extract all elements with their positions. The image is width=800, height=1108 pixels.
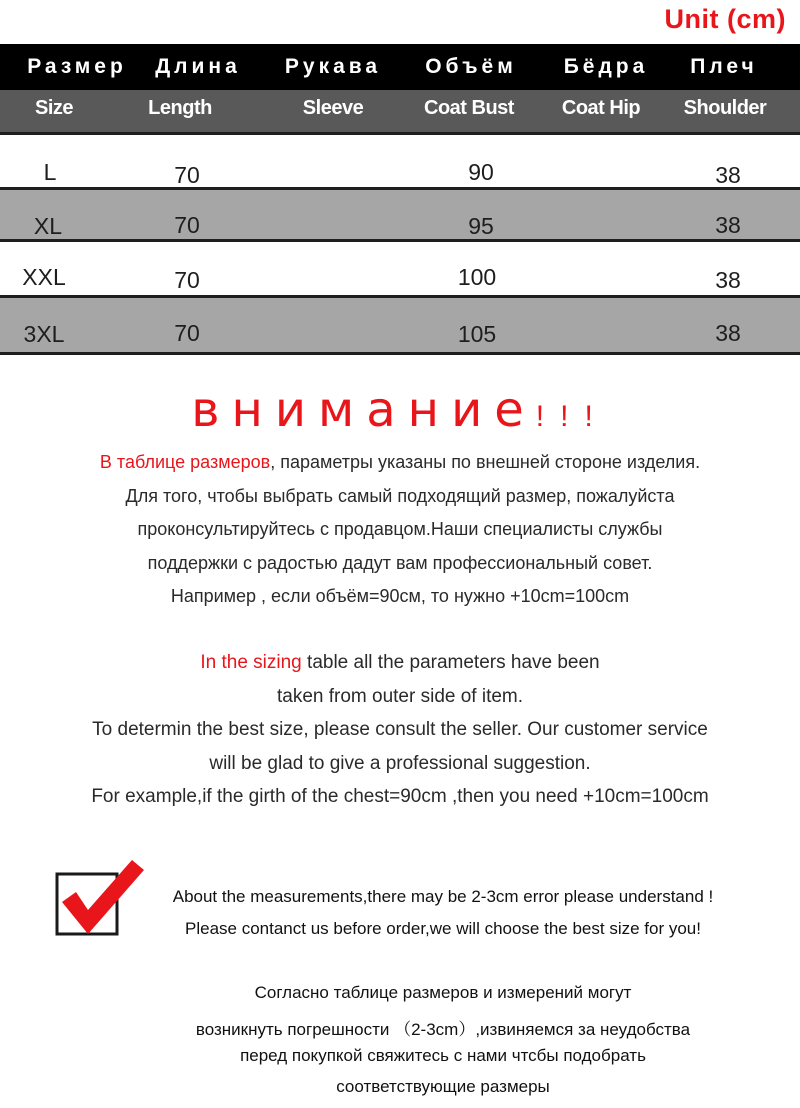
ru-notice-line: Для того, чтобы выбрать самый подходящий размер, пожалуйста xyxy=(125,486,675,506)
en-notice-line: will be glad to give a professional suggestion. xyxy=(209,753,591,774)
cell-shoulder: 38 xyxy=(715,320,741,346)
ru-error-note-line: перед покупкой свяжитесь с нами чтсбы подобрать xyxy=(240,1046,646,1065)
table-header-ru xyxy=(0,44,800,90)
cell-shoulder: 38 xyxy=(715,212,741,238)
header-ru-length: Длина xyxy=(155,55,241,78)
cell-bust: 105 xyxy=(457,321,497,347)
ru-error-note-line: Согласно таблице размеров и измерений могут xyxy=(254,983,632,1002)
attention-marks: !!! xyxy=(535,400,609,433)
en-notice-highlight: In the sizing xyxy=(200,652,302,673)
header-ru-size: Размер xyxy=(27,55,127,78)
cell-length: 70 xyxy=(174,320,200,346)
ru-error-note-line: возникнуть погрешности （2-3cm）,извиняемся за неудобства xyxy=(195,1020,691,1039)
cell-length: 70 xyxy=(174,267,200,293)
attention-word: внимание xyxy=(191,382,536,438)
en-notice-line: taken from outer side of item. xyxy=(276,686,524,707)
ru-notice-line: поддержки с радостью дадут вам профессиональный совет. xyxy=(147,553,653,573)
en-notice-text: table all the parameters have been xyxy=(301,652,600,673)
header-ru-hip: Бёдра xyxy=(563,55,649,78)
cell-size: 3XL xyxy=(23,321,65,347)
cell-size: XXL xyxy=(22,264,66,290)
cell-shoulder: 38 xyxy=(715,267,741,293)
table-row xyxy=(0,135,800,190)
table-row xyxy=(0,242,800,298)
header-en-length: Length xyxy=(148,97,212,119)
measure-note-line: Please contanct us before order,we will choose the best size for you! xyxy=(185,919,701,938)
cell-length: 70 xyxy=(174,162,200,188)
measure-note-line: About the measurements,there may be 2-3cm error please understand ! xyxy=(172,887,714,906)
table-row xyxy=(0,298,800,355)
en-notice-line: For example,if the girth of the chest=90cm ,then you need +10cm=100cm xyxy=(91,786,709,807)
attention-heading xyxy=(0,382,800,438)
en-notice-line xyxy=(0,652,800,674)
ru-notice-line: проконсультируйтесь с продавцом.Наши специалисты службы xyxy=(137,519,663,539)
header-en-bust: Coat Bust xyxy=(424,97,514,119)
cell-size: L xyxy=(43,159,57,185)
ru-notice-text: , параметры указаны по внешней стороне изделия. xyxy=(270,452,701,472)
header-ru-bust: Объём xyxy=(425,55,517,78)
cell-length: 70 xyxy=(174,212,200,238)
header-ru-shoulder: Плеч xyxy=(690,55,758,78)
ru-notice-highlight: В таблице размеров xyxy=(99,452,271,472)
header-ru-sleeve: Рукава xyxy=(284,55,382,78)
header-en-size: Size xyxy=(34,97,74,119)
en-notice-line: To determin the best size, please consult the seller. Our customer service xyxy=(92,719,708,740)
cell-bust: 100 xyxy=(457,264,497,290)
ru-notice-line xyxy=(0,452,800,473)
cell-shoulder: 38 xyxy=(715,162,741,188)
header-en-sleeve: Sleeve xyxy=(302,97,364,119)
cell-size: XL xyxy=(33,213,63,239)
ru-notice-line: Например , если объём=90см, то нужно +10cm=100cm xyxy=(170,586,630,606)
ru-error-note-line: соответствующие размеры xyxy=(336,1077,550,1096)
unit-label: Unit (cm) xyxy=(664,4,786,34)
header-en-shoulder: Shoulder xyxy=(683,97,767,119)
header-en-hip: Coat Hip xyxy=(561,97,641,119)
table-row xyxy=(0,190,800,242)
cell-bust: 95 xyxy=(468,213,494,239)
table-header-en xyxy=(0,90,800,135)
cell-bust: 90 xyxy=(468,159,494,185)
